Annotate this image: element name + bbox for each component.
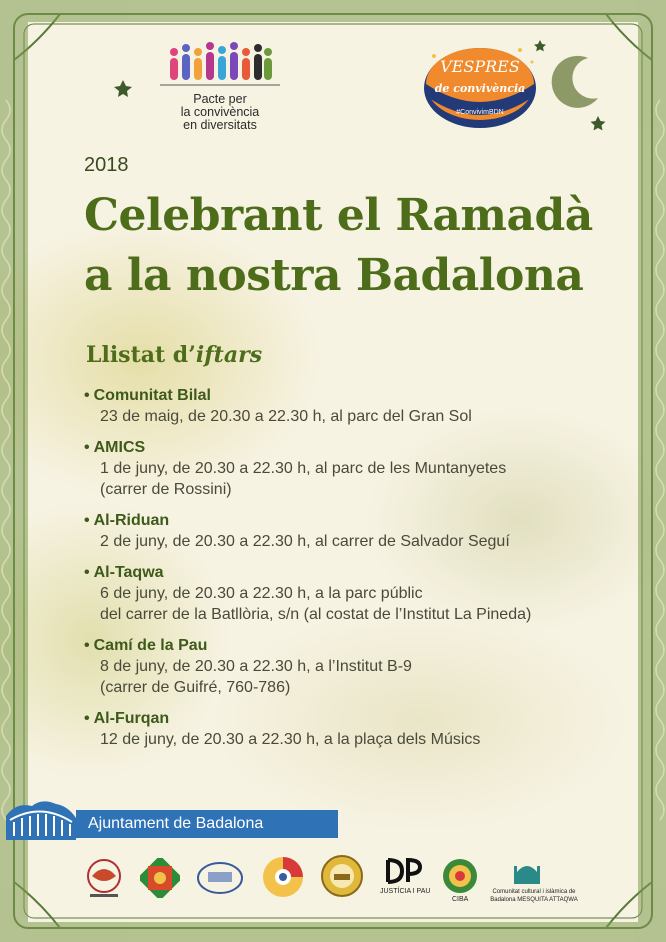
mosque-label: Comunitat cultural i islàmica de Badalona MESQUITA ATTAQWA xyxy=(490,889,578,903)
event-details: del carrer de la Batllòria, s/n (al costat de l’Institut La Pineda) xyxy=(100,606,532,623)
event-item: • Camí de la Pau 8 de juny, de 20.30 a 22.30 h, a l’Institut B-9 (carrer de Guifré, 760-786) xyxy=(84,635,644,698)
event-details: (carrer de Guifré, 760-786) xyxy=(100,679,291,696)
badalona-logo-icon xyxy=(6,796,76,840)
event-details: (carrer de Rossini) xyxy=(100,481,232,498)
event-details: 6 de juny, de 20.30 a 22.30 h, a la parc públic xyxy=(100,585,423,602)
iftar-list-heading xyxy=(86,342,262,368)
partner-logo-star-icon xyxy=(140,858,180,898)
pacte-logo-line-2: la convivència xyxy=(180,105,260,119)
partner-logo-seal-icon xyxy=(320,854,364,898)
event-name: Al-Taqwa xyxy=(93,564,164,581)
poster-title xyxy=(84,186,593,306)
partner-logo-emblem-icon xyxy=(82,856,126,900)
event-details: 1 de juny, de 20.30 a 22.30 h, al parc de les Muntanyetes xyxy=(100,460,507,477)
partner-logos xyxy=(80,850,600,910)
poster-year: 2018 xyxy=(84,154,129,176)
partner-logo-oval-icon xyxy=(196,860,244,896)
event-details: 23 de maig, de 20.30 a 22.30 h, al parc del Gran Sol xyxy=(100,408,472,425)
people-figures-icon xyxy=(160,40,280,88)
event-details: 8 de juny, de 20.30 a 22.30 h, a l’Institut B-9 xyxy=(100,658,412,675)
event-details: 12 de juny, de 20.30 a 22.30 h, a la plaça dels Músics xyxy=(100,731,481,748)
event-name: Comunitat Bilal xyxy=(93,387,211,404)
pacte-logo-line-3: en diversitats xyxy=(183,118,257,132)
event-item: • Comunitat Bilal 23 de maig, de 20.30 a 22.30 h, al parc del Gran Sol xyxy=(84,385,644,427)
justicia-i-pau-logo-icon xyxy=(384,856,424,886)
ajuntament-banner xyxy=(76,810,338,838)
ciba-logo-icon xyxy=(440,856,480,896)
justicia-i-pau-label: JUSTÍCIA I PAU xyxy=(380,888,431,895)
pacte-logo-line-1: Pacte per xyxy=(193,92,247,106)
ajuntament-banner-text: Ajuntament de Badalona xyxy=(88,815,264,832)
partner-logo-circle-icon xyxy=(260,854,306,900)
event-item: • AMICS 1 de juny, de 20.30 a 22.30 h, al parc de les Muntanyetes (carrer de Rossini) xyxy=(84,437,644,500)
event-list xyxy=(84,385,644,760)
vespres-title: VESPRES xyxy=(440,57,520,76)
vespres-hashtag: #ConvivimBDN xyxy=(456,109,504,116)
pacte-logo xyxy=(160,40,280,132)
event-name: Al-Riduan xyxy=(93,512,170,529)
event-name: Al-Furqan xyxy=(93,710,170,727)
event-name: AMICS xyxy=(93,439,146,456)
event-details: 2 de juny, de 20.30 a 22.30 h, al carrer de Salvador Seguí xyxy=(100,533,510,550)
mosque-logo-icon xyxy=(512,858,542,884)
iftar-list-heading-italic: iftars xyxy=(195,342,263,368)
event-item: • Al-Taqwa 6 de juny, de 20.30 a 22.30 h, a la parc públic del carrer de la Batllòria, s/n (al costat de l’Institut La Pineda) xyxy=(84,562,644,625)
event-item: • Al-Furqan 12 de juny, de 20.30 a 22.30 h, a la plaça dels Músics xyxy=(84,708,644,750)
event-item: • Al-Riduan 2 de juny, de 20.30 a 22.30 h, al carrer de Salvador Seguí xyxy=(84,510,644,552)
event-name: Camí de la Pau xyxy=(93,637,208,654)
ciba-label: CIBA xyxy=(452,896,469,903)
poster-title-line-1: Celebrant el Ramadà xyxy=(84,190,593,241)
poster-title-line-2: a la nostra Badalona xyxy=(84,250,584,301)
vespres-subtitle: de convivència xyxy=(434,82,526,95)
iftar-list-heading-prefix: Llistat d’ xyxy=(86,342,196,368)
vespres-badge xyxy=(420,44,540,130)
